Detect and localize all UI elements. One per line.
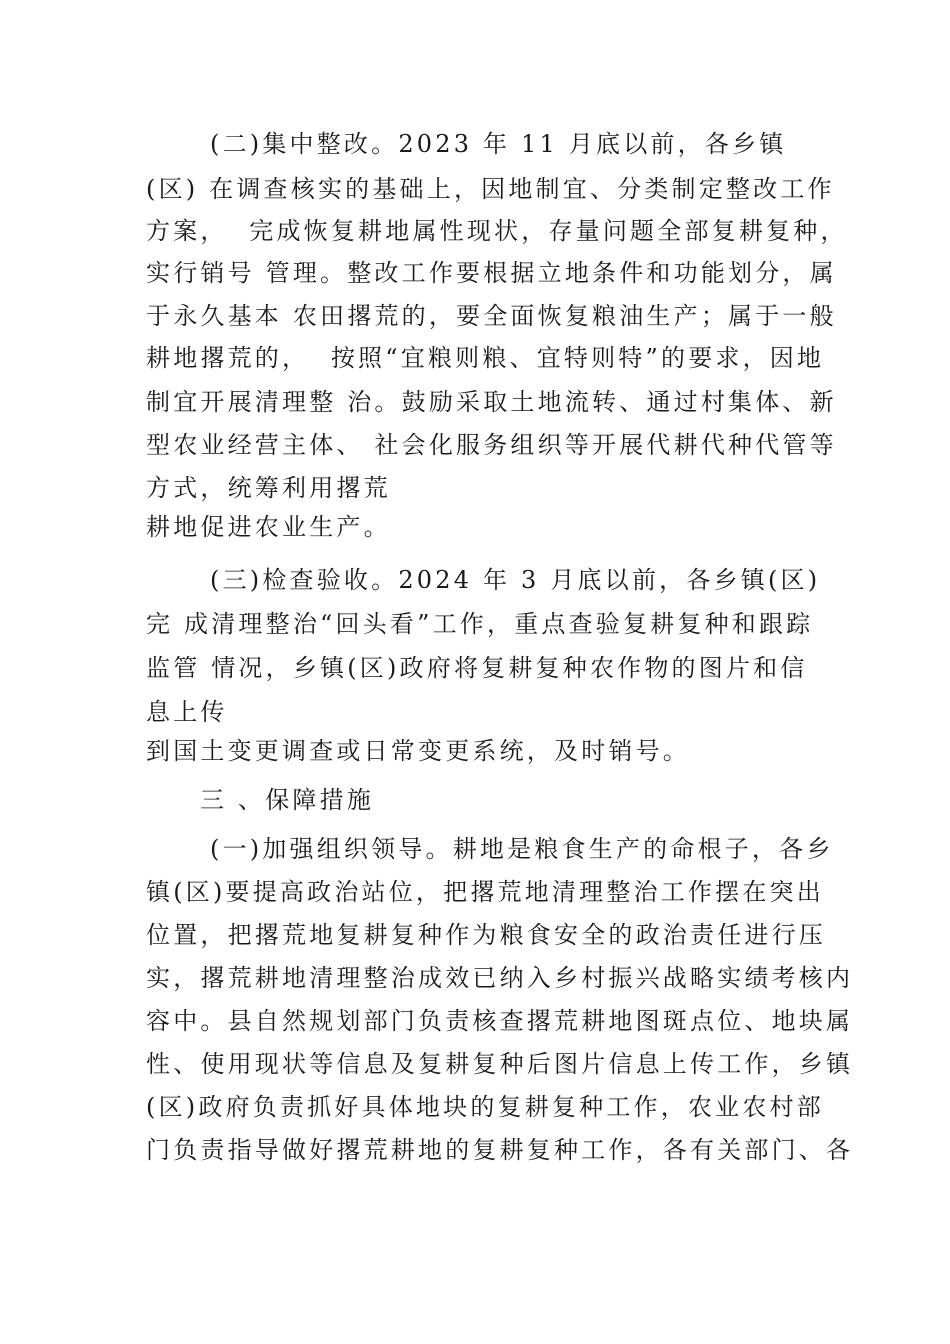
text-line: 于永久基本 农田撂荒的，要全面恢复粮油生产；属于一般 [146, 302, 837, 330]
text-line: 门负责指导做好撂荒耕地的复耕复种工作，各有关部门、各 [146, 1136, 854, 1164]
text-line: 位置，把撂荒地复耕复种作为粮食安全的政治责任进行压 [146, 921, 826, 949]
text-line: 耕地撂荒的， 按照“宜粮则粮、宜特则特”的要求，因地 [146, 344, 825, 372]
text-line: 实，撂荒耕地清理整治成效已纳入乡村振兴战略实绩考核内 [146, 964, 854, 992]
text-line: (区)政府负责抓好具体地块的复耕复种工作，农业农村部 [146, 1093, 824, 1121]
text-line: 息上传 [146, 698, 228, 726]
text-line: 镇(区)要提高政治站位，把撂荒地清理整治工作摆在突出 [146, 878, 824, 906]
text-line: 实行销号 管理。整改工作要根据立地条件和功能划分，属 [146, 259, 837, 287]
text-line: 方式，统筹利用撂荒 [146, 474, 391, 502]
text-line: (一)加强组织领导。耕地是粮食生产的命根子，各乡 [210, 835, 834, 863]
text-line: 到国土变更调查或日常变更系统，及时销号。 [146, 737, 690, 765]
section-heading: 三 、保障措施 [200, 786, 375, 814]
text-line: 容中。县自然规划部门负责核查撂荒耕地图斑点位、地块属 [146, 1007, 854, 1035]
text-line: 制宜开展清理整 治。鼓励采取土地流转、通过村集体、新 [146, 388, 837, 416]
text-line: 监管 情况，乡镇(区)政府将复耕复种农作物的图片和信 [146, 654, 808, 682]
text-line: 耕地促进农业生产。 [146, 513, 391, 541]
text-line: (三)检查验收。2024 年 3 月底以前，各乡镇(区) [210, 566, 821, 594]
text-line: 方案， 完成恢复耕地属性现状，存量问题全部复耕复种， [146, 217, 848, 245]
text-line: (二)集中整改。2023 年 11 月底以前，各乡镇 [210, 130, 787, 158]
text-line: (区) 在调查核实的基础上，因地制宜、分类制定整改工作 [146, 175, 835, 203]
text-line: 性、使用现状等信息及复耕复种后图片信息上传工作，乡镇 [146, 1050, 854, 1078]
text-line: 型农业经营主体、 社会化服务组织等开展代耕代种代管等 [146, 431, 837, 459]
text-line: 完 成清理整治“回头看”工作，重点查验复耕复种和跟踪 [146, 610, 814, 638]
